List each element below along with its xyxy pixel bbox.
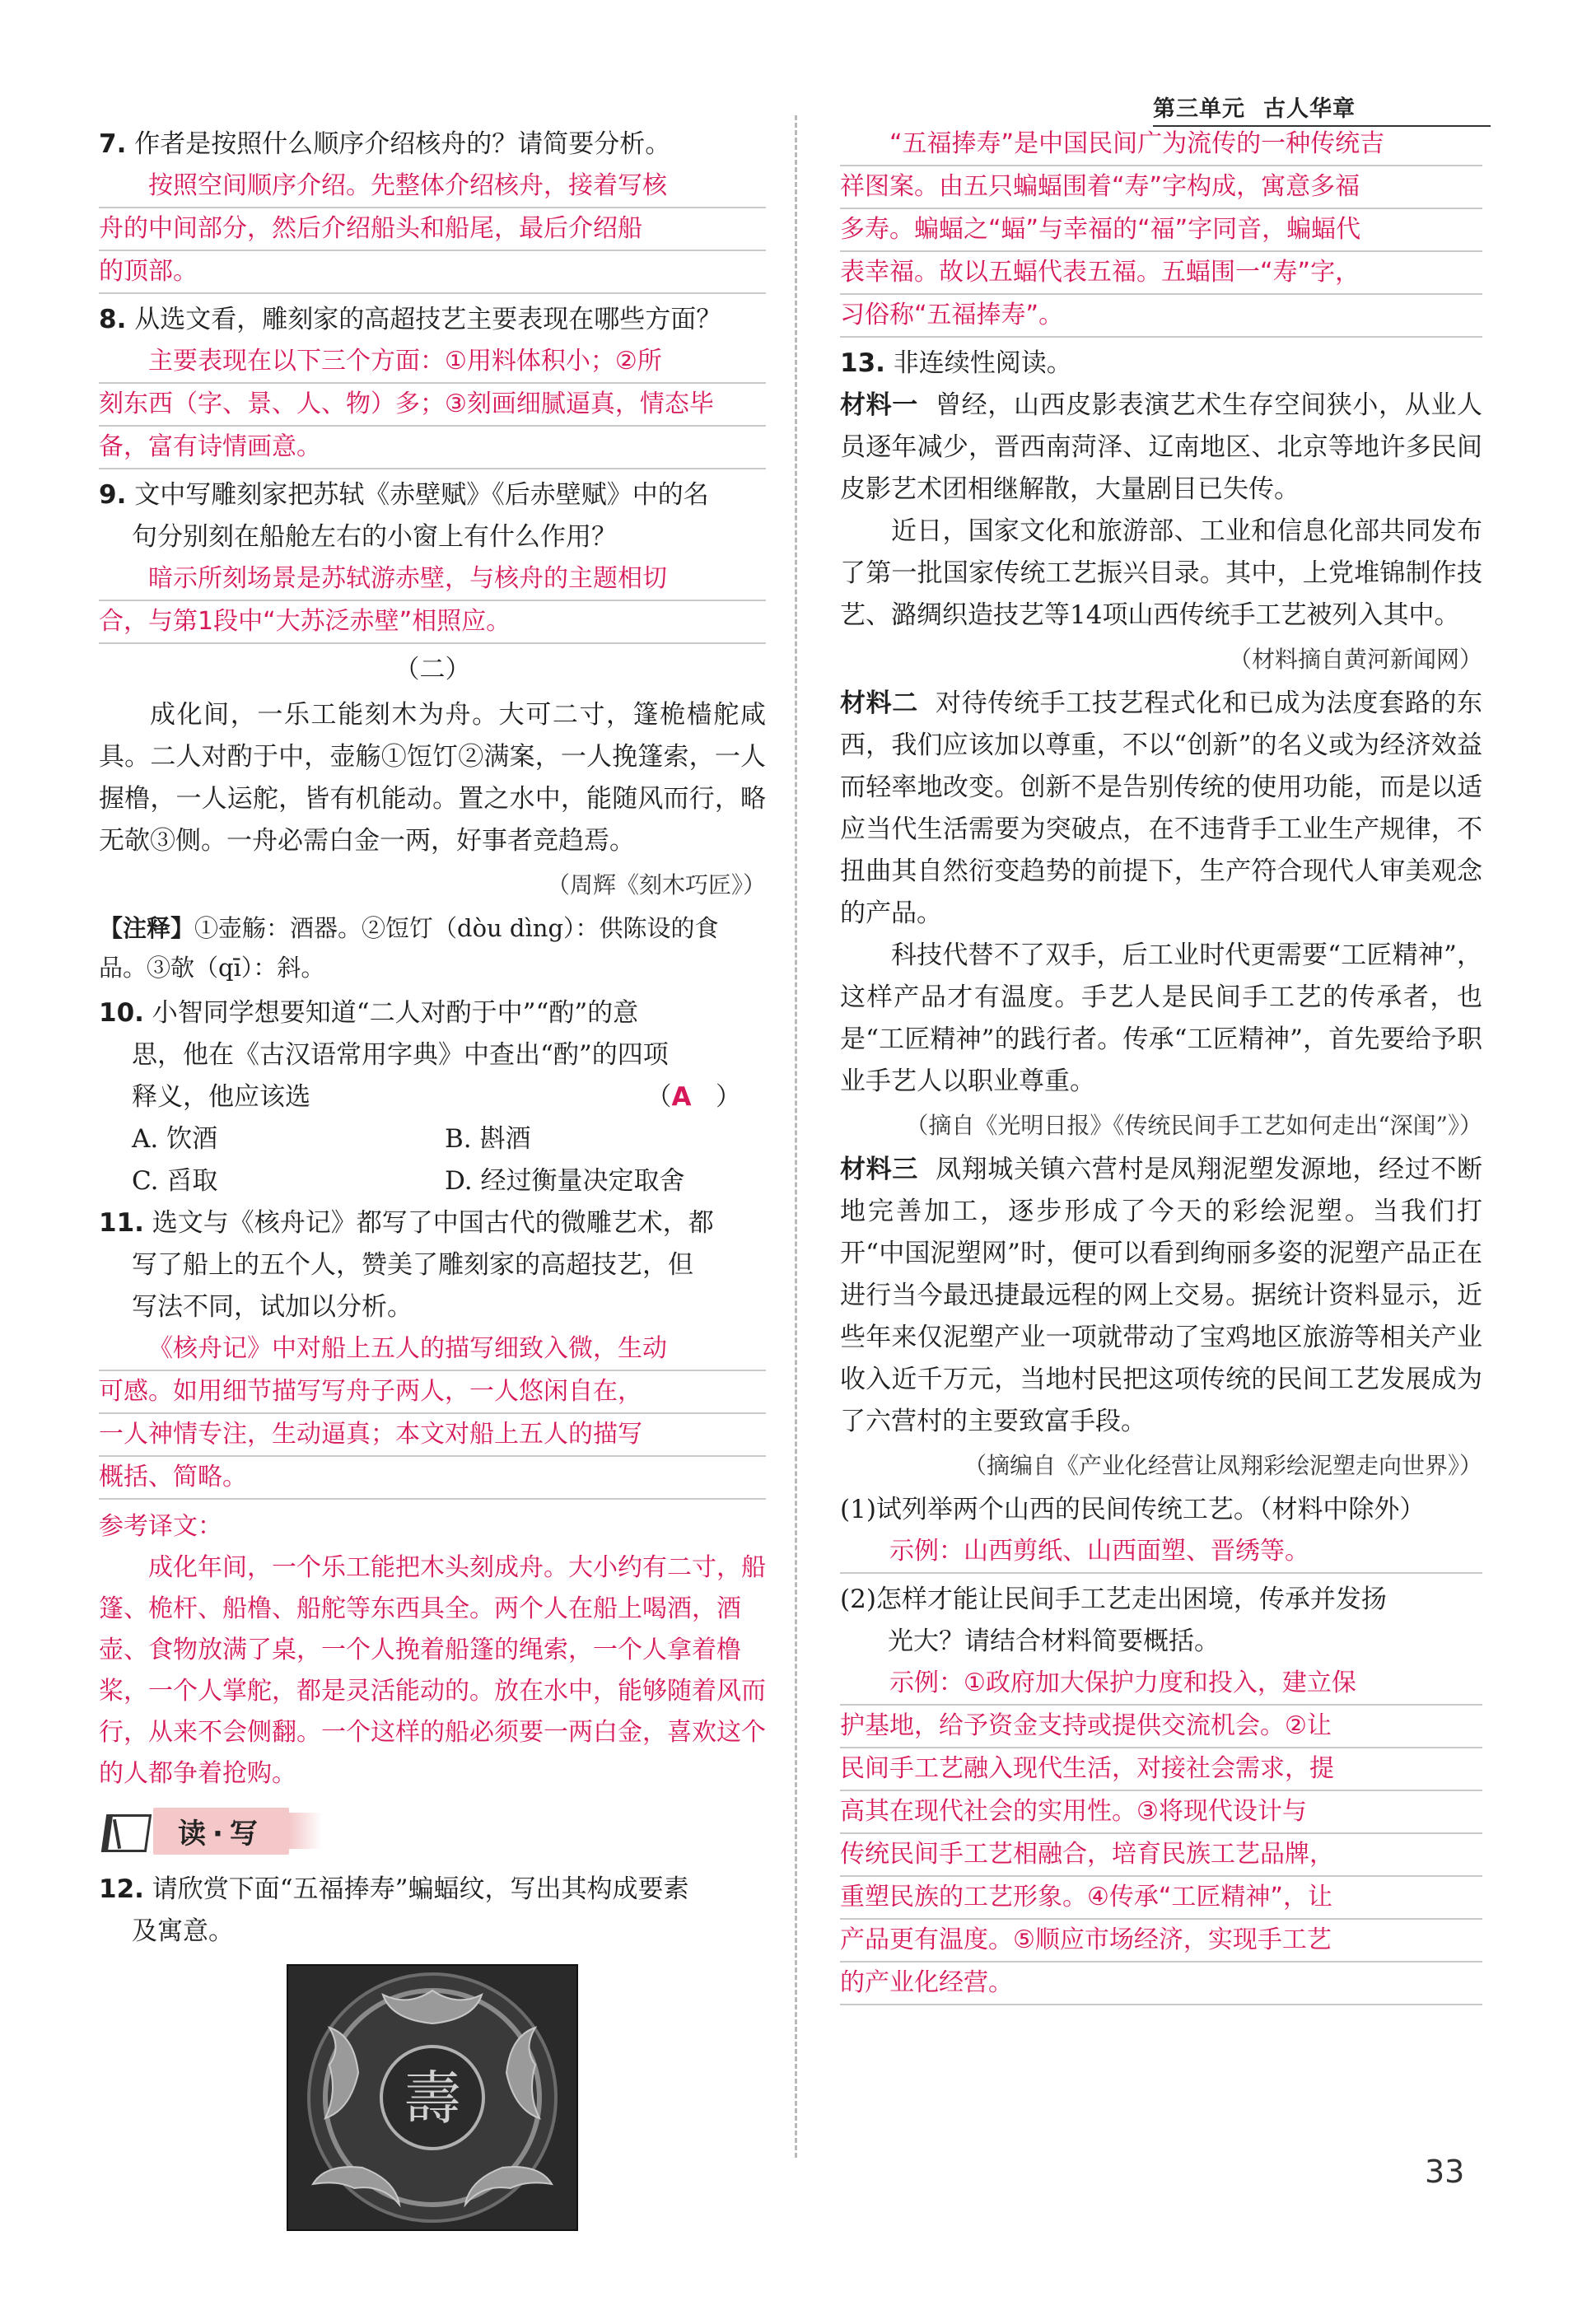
answer-line: 示例：山西剪纸、山西面塑、晋绣等。 [840,1531,1482,1574]
answer-line: 表幸福。故以五蝠代表五福。五蝠围一“寿”字， [840,252,1482,295]
answer-9 [99,558,766,644]
book-pen-icon [99,1809,148,1852]
answer-8 [99,341,766,469]
material-1-source: （材料摘自黄河新闻网） [1228,646,1482,673]
question-7: 7. 作者是按照什么顺序介绍核舟的？请简要分析。 [99,129,671,159]
answer-11 [99,1328,766,1500]
answer-line: “五福捧寿”是中国民间广为流传的一种传统吉 [840,124,1482,166]
answer-line: 合，与第1段中“大苏泛赤壁”相照应。 [99,601,766,644]
sub-question-2: (2)怎样才能让民间手工艺走出困境，传承并发扬 光大？请结合材料简要概括。 [840,1585,1387,1656]
answer-line: 《核舟记》中对船上五人的描写细致入微，生动 [99,1328,766,1371]
classical-passage: 成化间，一乐工能刻木为舟。大可二寸，篷桅樯舵咸具。二人对酌于中，壶觞①饾饤②满案，一人挽篷索，一人握橹，一人运舵，皆有机能动。置之水中，能随风而行，略无欹③侧。一舟必需白金一两，好事者竞趋焉。 [99,700,766,856]
material-1-para-1: 材料一 曾经，山西皮影表演艺术生存空间狭小，从业人员逐年减少，晋西南菏泽、辽南地区、北京等地许多民间皮影艺术团相继解散，大量剧目已失传。 [840,390,1483,504]
right-column [840,124,1482,2010]
sub-question-1: (1)试列举两个山西的民间传统工艺。（材料中除外） [840,1495,1426,1524]
material-1-para-2: 近日，国家文化和旅游部、工业和信息化部共同发布了第一批国家传统工艺振兴目录。其中，上党堆锦制作技艺、潞绸织造技艺等14项山西传统手工艺被列入其中。 [840,516,1482,630]
unit-header [1153,91,1491,124]
left-column [99,124,766,2231]
option-c: C. 舀取 [132,1166,218,1196]
answer-line: 传统民间手工艺相融合，培育民族工艺品牌， [840,1834,1482,1877]
page-number: 33 [1425,2154,1465,2190]
answer-line: 多寿。蝙蝠之“蝠”与幸福的“福”字同音，蝙蝠代 [840,209,1482,252]
answer-line: 重塑民族的工艺形象。④传承“工匠精神”，让 [840,1877,1482,1920]
unit-title: 古人华章 [1263,96,1356,122]
answer-line: 高其在现代社会的实用性。③将现代设计与 [840,1791,1482,1834]
option-b: B. 斟酒 [445,1124,531,1154]
answer-line: 的顶部。 [99,251,766,294]
section-heading-2: （二） [394,655,471,684]
answer-12 [840,124,1482,338]
annotation: 【注释】①壶觞：酒器。②饾饤（dòu dìng）：供陈设的食品。③欹（qī）：斜。 [99,914,719,982]
five-bats-shou-image [287,1964,578,2231]
answer-line: 产品更有温度。⑤顺应市场经济，实现手工艺 [840,1920,1482,1963]
banner-fade [289,1813,322,1849]
question-12: 12. 请欣赏下面“五福捧寿”蝙蝠纹，写出其构成要素 及寓意。 [99,1874,689,1946]
option-a: A. 饮酒 [132,1124,218,1154]
reference-translation: 成化年间，一个乐工能把木头刻成舟。大小约有二寸，船篷、桅杆、船橹、船舵等东西具全。两个人在船上喝酒，酒壶、食物放满了桌，一个人挽着船篷的绳索，一个人拿着橹桨，一个人掌舵，都是灵活能动的。放在水中，能够随着风而行，从来不会侧翻。一个这样的船必须要一两白金，喜欢这个的人都争着抢购。 [99,1553,766,1788]
sub-answer-1 [840,1531,1482,1574]
bat-pattern-illustration [288,1966,576,2229]
answer-line: 的产业化经营。 [840,1963,1482,2005]
answer-7 [99,166,766,294]
sub-answer-2 [840,1663,1482,2005]
question-10: 10. 小智同学想要知道“二人对酌于中”“酌”的意 思，他在《古汉语常用字典》中查出“酌”的四项 释义，他应该选 （A ） [99,998,741,1112]
column-divider [795,115,797,2158]
answer-line: 舟的中间部分，然后介绍船头和船尾，最后介绍船 [99,208,766,251]
answer-line: 按照空间顺序介绍。先整体介绍核舟，接着写核 [99,166,766,208]
read-write-banner [99,1806,766,1855]
question-13: 13. 非连续性阅读。 [840,348,1072,378]
option-d: D. 经过衡量决定取舍 [445,1166,685,1196]
material-3-source: （摘编自《产业化经营让凤翔彩绘泥塑走向世界》） [963,1452,1482,1479]
answer-line: 刻东西（字、景、人、物）多；③刻画细腻逼真，情态毕 [99,384,766,427]
material-2-para-2: 科技代替不了双手，后工业时代更需要“工匠精神”，这样产品才有温度。手艺人是民间手工艺的传承者，也是“工匠精神”的践行者。传承“工匠精神”，首先要给予职业手艺人以职业尊重。 [840,940,1482,1096]
read-write-label: 读·写 [153,1808,289,1855]
answer-line: 一人神情专注，生动逼真；本文对船上五人的描写 [99,1414,766,1457]
answer-line: 民间手工艺融入现代生活，对接社会需求，提 [840,1748,1482,1791]
material-3-para-1: 材料三 凤翔城关镇六营村是凤翔泥塑发源地，经过不断地完善加工，逐步形成了今天的彩绘泥塑。当我们打开“中国泥塑网”时，便可以看到绚丽多姿的泥塑产品正在进行当今最迅捷最远程的网上交易。据统计资料显示，近些年来仅泥塑产业一项就带动了宝鸡地区旅游等相关产业收入近千万元，当地村民把这项传统的民间工艺发展成为了六营村的主要致富手段。 [840,1155,1483,1436]
unit-label: 第三单元 [1153,96,1245,122]
answer-line: 主要表现在以下三个方面：①用料体积小；②所 [99,341,766,384]
question-11: 11. 选文与《核舟记》都写了中国古代的微雕艺术，都 写了船上的五个人，赞美了雕刻家的高超技艺，但 写法不同，试加以分析。 [99,1208,714,1322]
answer-line: 概括、简略。 [99,1457,766,1500]
answer-line: 祥图案。由五只蝙蝠围着“寿”字构成，寓意多福 [840,166,1482,209]
material-2-source: （摘自《光明日报》《传统民间手工艺如何走出“深闺”》） [905,1112,1482,1139]
question-8: 8. 从选文看，雕刻家的高超技艺主要表现在哪些方面？ [99,305,722,334]
reference-translation-label: 参考译文： [99,1512,222,1541]
answer-10: A [671,1082,692,1112]
answer-line: 暗示所刻场景是苏轼游赤壁，与核舟的主题相切 [99,558,766,601]
shou-character: 壽 [404,2065,461,2132]
answer-line: 习俗称“五福捧寿”。 [840,295,1482,338]
passage-source: （周辉《刻木巧匠》） [546,871,766,898]
answer-line: 示例：①政府加大保护力度和投入，建立保 [840,1663,1482,1706]
answer-line: 护基地，给予资金支持或提供交流机会。②让 [840,1706,1482,1748]
answer-line: 备，富有诗情画意。 [99,427,766,469]
material-2-para-1: 材料二 对待传统手工技艺程式化和已成为法度套路的东西，我们应该加以尊重，不以“创新”的名义或为经济效益而轻率地改变。创新不是告别传统的使用功能，而是以适应当代生活需要为突破点，在不违背手工业生产规律，不扭曲其自然衍变趋势的前提下，生产符合现代人审美观念的产品。 [840,688,1483,928]
answer-line: 可感。如用细节描写写舟子两人，一人悠闲自在， [99,1371,766,1414]
question-9: 9. 文中写雕刻家把苏轼《赤壁赋》《后赤壁赋》中的名 句分别刻在船舱左右的小窗上有什么作用？ [99,480,709,552]
options-10 [99,1118,766,1202]
